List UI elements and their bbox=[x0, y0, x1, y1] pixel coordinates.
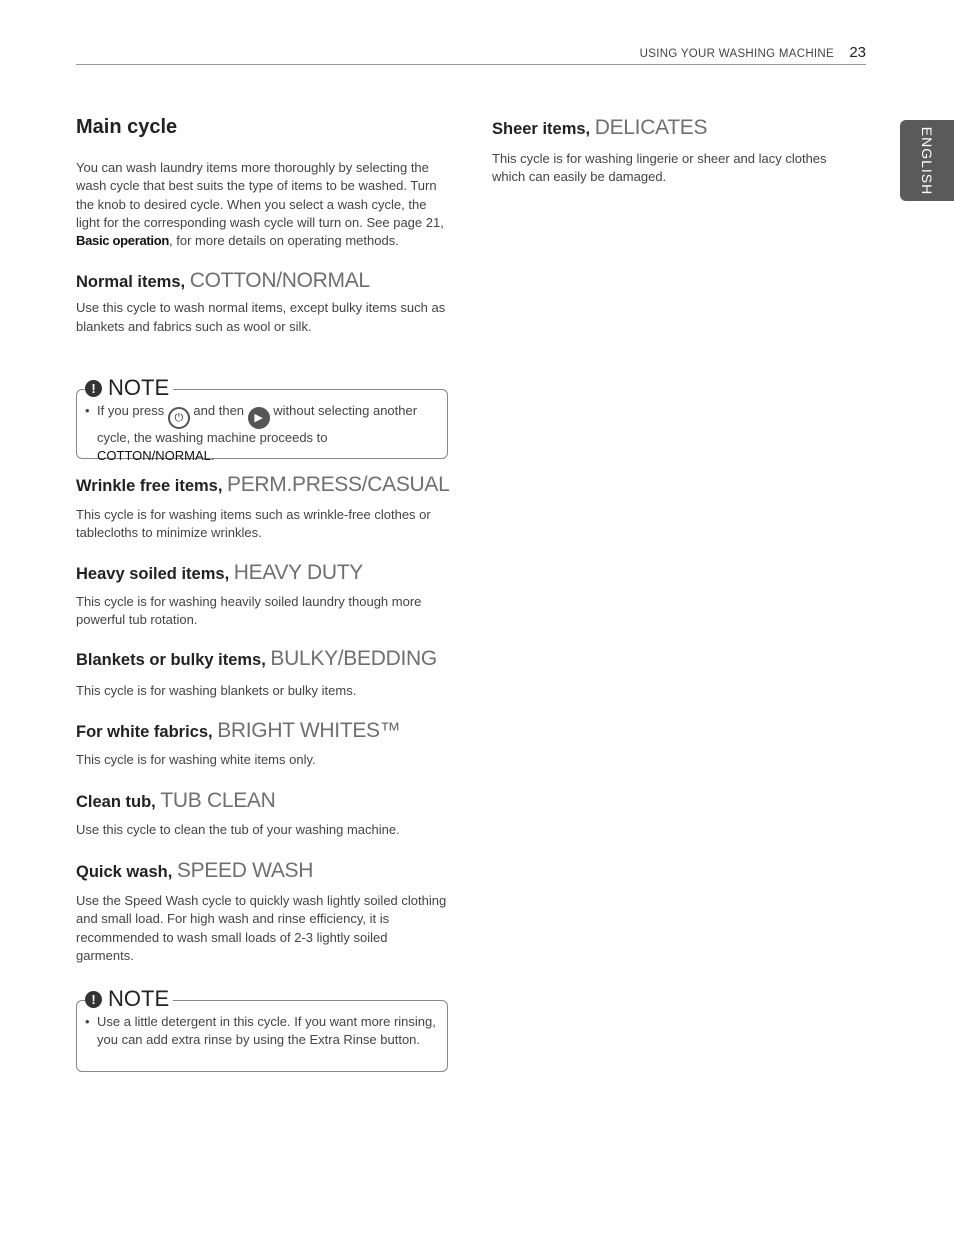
quick-text: Use the Speed Wash cycle to quickly wash lightly soiled clothing and small load. For high wash and rinse efficiency, it is recommended to wash small loads of 2-3 lightly soiled garments. bbox=[76, 893, 447, 964]
note-box-1 bbox=[76, 375, 448, 464]
warning-icon: ! bbox=[85, 991, 102, 1008]
note-1-item: • If you press ⏻ and then ▶ without selecting another cycle, the washing machine proceeds to COTTON/NORMAL. bbox=[97, 402, 437, 465]
language-tab-label: ENGLISH bbox=[919, 126, 935, 195]
section-title: USING YOUR WASHING MACHINE bbox=[639, 48, 834, 60]
bulky-text: This cycle is for washing blankets or bulky items. bbox=[76, 683, 357, 699]
main-cycle-title: Main cycle bbox=[76, 116, 178, 138]
language-tab bbox=[900, 120, 954, 201]
warning-icon: ! bbox=[85, 380, 102, 397]
normal-heading: Normal items, COTTON/NORMAL bbox=[76, 269, 370, 293]
note-title-1: ! NOTE bbox=[85, 375, 173, 401]
page-number: 23 bbox=[849, 44, 866, 61]
start-pause-icon: ▶ bbox=[248, 407, 270, 429]
left-column bbox=[76, 116, 448, 1072]
note-box-2 bbox=[76, 986, 448, 1072]
tub-heading: Clean tub, TUB CLEAN bbox=[76, 788, 276, 812]
tub-text: Use this cycle to clean the tub of your washing machine. bbox=[76, 821, 400, 837]
white-heading: For white fabrics, BRIGHT WHITES™ bbox=[76, 718, 401, 742]
heavy-text: This cycle is for washing heavily soiled laundry though more powerful tub rotation. bbox=[76, 593, 422, 627]
main-cycle-intro: You can wash laundry items more thoroughly by selecting the wash cycle that best suits the type of items to be washed. Turn the knob to desired cycle. When you select a wash cycle, the light for the corresponding wash cycle will turn on. See page 21, Basic operation, for more details on operating methods. bbox=[76, 160, 444, 249]
quick-heading: Quick wash, SPEED WASH bbox=[76, 859, 314, 883]
wrinkle-heading: Wrinkle free items, PERM.PRESS/CASUAL bbox=[76, 473, 450, 497]
sheer-text: This cycle is for washing lingerie or sheer and lacy clothes which can easily be damaged. bbox=[492, 151, 827, 185]
note-title-2: ! NOTE bbox=[85, 986, 173, 1012]
white-text: This cycle is for washing white items only. bbox=[76, 751, 316, 767]
note-2-item: • Use a little detergent in this cycle. If you want more rinsing, you can add extra rinse by using the Extra Rinse button. bbox=[97, 1013, 437, 1049]
power-button-icon: ⏻ bbox=[168, 407, 190, 429]
sheer-heading: Sheer items, DELICATES bbox=[492, 116, 708, 139]
right-column bbox=[492, 116, 852, 187]
page-header bbox=[76, 44, 866, 65]
bulky-heading: Blankets or bulky items, BULKY/BEDDING bbox=[76, 647, 437, 671]
wrinkle-text: This cycle is for washing items such as wrinkle-free clothes or tablecloths to minimize wrinkles. bbox=[76, 507, 431, 541]
normal-text: Use this cycle to wash normal items, except bulky items such as blankets and fabrics such as wool or silk. bbox=[76, 300, 446, 334]
heavy-heading: Heavy soiled items, HEAVY DUTY bbox=[76, 560, 364, 584]
basic-operation-ref: Basic operation bbox=[76, 233, 170, 249]
